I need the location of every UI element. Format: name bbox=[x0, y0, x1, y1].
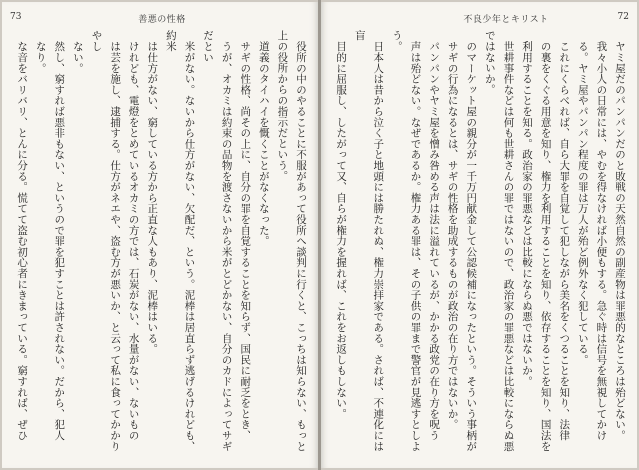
paragraph: ヤミ屋だのパンパンだのと敗戦の天然自然の副産物は罪悪的なところは殆どない。 bbox=[614, 40, 626, 441]
paragraph: は芸を施し、逮捕する。仕方がネエや、盗む方が悪いか、と云って私に食ってかかりやし bbox=[90, 30, 122, 451]
paragraph: 利用することを知る。政治家の罪悪などは比較にならぬ悪ではないか。 bbox=[521, 40, 534, 387]
paragraph: サギの行為になるとは、サギの性格を助成するものが政治の在り方ではないか。 bbox=[446, 40, 459, 430]
paragraph: 役所の中のやることに不服があって役所へ談判に行くと、こっちは知らない、もっと上の役所からの指示だという。 bbox=[276, 30, 307, 451]
left-page bbox=[2, 2, 318, 468]
paragraph: 我々小人の日常には、やむを得なければ小便もする。急ぐ時は信号を無視してかけ bbox=[595, 40, 608, 441]
paragraph: うが、オカミは約束の品物を渡さないから米がとどかない、自分のカドによってサギだとい bbox=[202, 30, 233, 451]
paragraph: 然し、窮すれば悪非もない、というので罪を犯すことは許されない。だから、犯人 bbox=[53, 40, 66, 441]
paragraph: けれども、電燈をとめているオカミの方では、石炭がない、水量がない、ないもの bbox=[127, 40, 140, 441]
paragraph: 目的に屈服し、したがって又、自らが権力を握れば、これをお返しもしない。 bbox=[335, 40, 348, 419]
paragraph: ない。 bbox=[71, 40, 84, 73]
paragraph bbox=[10, 30, 13, 458]
paragraph: 日本人は昔から泣く子と地頭には勝たれぬ、権力崇拝家である。されば、不連化には盲 bbox=[353, 30, 385, 451]
right-page-body bbox=[329, 30, 629, 458]
paragraph: る。ヤミ屋やパンパン程度の罪は万人が殆ど例外なく犯している。 bbox=[576, 40, 589, 365]
paragraph: これにくらべれば、自ら大罪を自覚して犯しながら美名をくつることを知り、法律 bbox=[558, 40, 571, 441]
paragraph: の裏をくぐる用意を知り、権力を利用することを知り、依存することを知り、国法を bbox=[539, 40, 552, 451]
paragraph: は仕方がない、窮している方から正直な人もあり、泥棒はいる。 bbox=[146, 40, 159, 354]
paragraph: サギの性格、尚その上に、自分の罪を自覚することを知らず、国民に耐乏をとき、 bbox=[239, 40, 252, 441]
right-page bbox=[321, 2, 637, 468]
paragraph: な音をバリバリ、とんに分る。慌てて盗む初心者にきまっている。窮すれば、ぜひ bbox=[16, 40, 29, 441]
paragraph: なり。 bbox=[34, 40, 47, 73]
paragraph: 米がない。ないから仕方がない、欠配だ、という。泥棒は居直らず逃げるけれども、約米 bbox=[164, 30, 196, 451]
paragraph: 道義のタイハイを慨くことがなくなった。 bbox=[257, 40, 270, 246]
paragraph: 声は殆どない。なぜであるか。権力ある罪は、その子供の罪まで警官が見逃すとしよう。 bbox=[390, 30, 422, 451]
right-running-head: 不良少年とキリスト bbox=[463, 15, 549, 25]
paragraph: のマーケット屋の親分が一千万円献金して公認候補になったという。そういう事柄が bbox=[465, 40, 478, 451]
paragraph: 世耕事件などは何も世耕さんの罪ではないので、政治家の罪悪などは比較にならぬ悪ではないか。 bbox=[483, 30, 515, 451]
right-page-number: 72 bbox=[617, 12, 629, 22]
left-page-number: 73 bbox=[10, 12, 22, 22]
paragraph: パンパンやヤミ屋を憎み咎める声は法に溢れているが、かかる政党の在り方を呪う bbox=[428, 40, 441, 441]
left-running-head: 善悪の性格 bbox=[138, 15, 186, 25]
left-page-body bbox=[10, 30, 310, 458]
